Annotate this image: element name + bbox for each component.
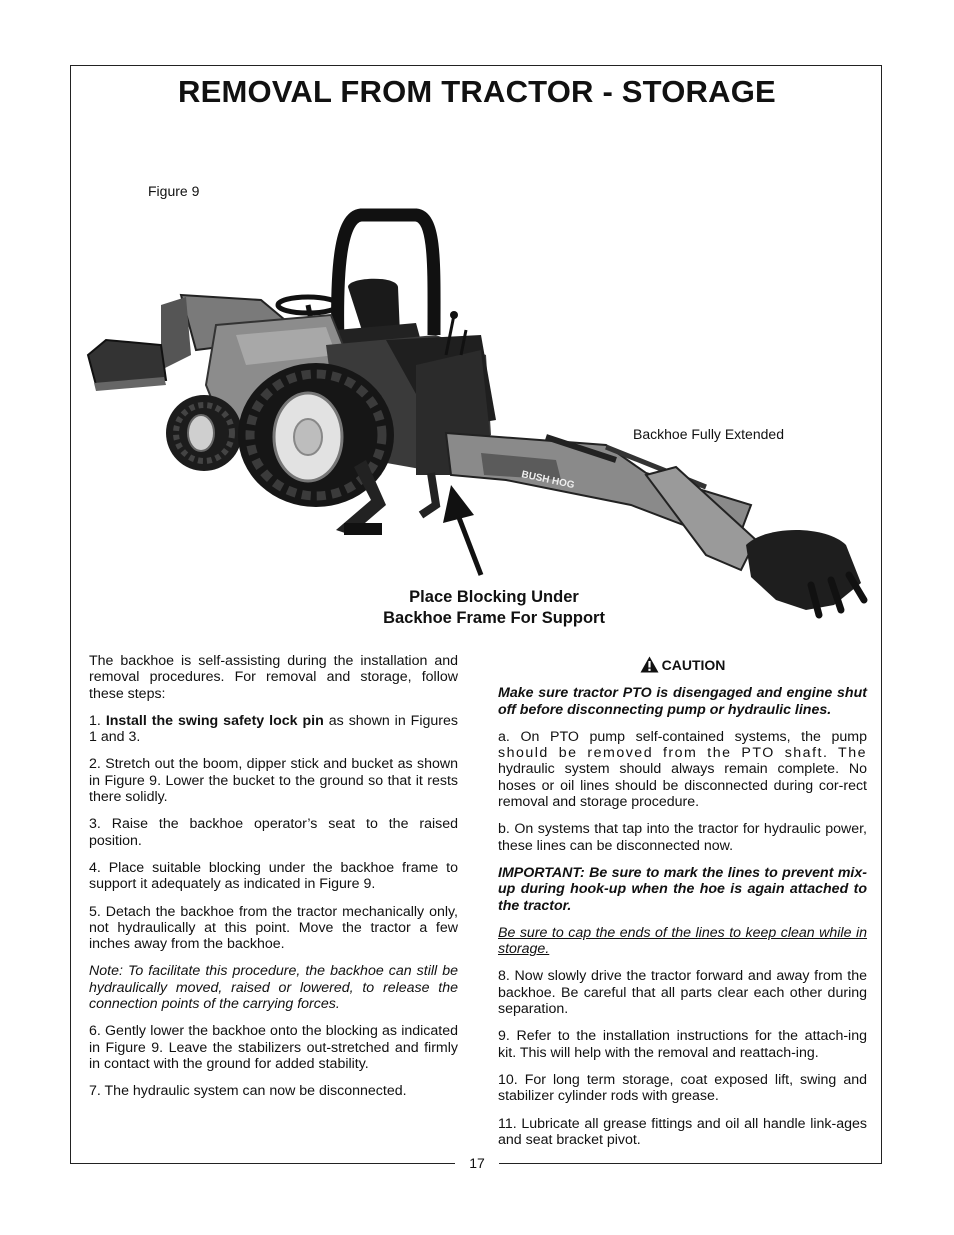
step-4: 4. Place suitable blocking under the backhoe frame to support it adequately as indicated in Figure 9.	[89, 859, 458, 893]
step-6: 6. Gently lower the backhoe onto the blocking as indicated in Figure 9. Leave the stabilizers out-stretched and firmly in contact with the ground for added stability.	[89, 1023, 458, 1072]
callout-backhoe-extended: Backhoe Fully Extended	[633, 426, 784, 442]
step-7: 7. The hydraulic system can now be disconnected.	[89, 1083, 407, 1100]
bush-hog-decal: BUSH HOG	[520, 469, 576, 492]
step-11: 11. Lubricate all grease fittings and oil all handle link-ages and seat bracket pivot.	[498, 1115, 867, 1148]
step-1-rest: as shown in Figures 1 and 3.	[89, 712, 458, 746]
callout-place-blocking	[356, 587, 632, 629]
caution-label: CAUTION	[661, 657, 726, 673]
figure-label: Figure 9	[148, 183, 200, 199]
step-5: 5. Detach the backhoe from the tractor mechanically only, not hydraulically at this point. Move the tractor a few inches away from the backhoe.	[89, 903, 458, 953]
step-1	[89, 713, 458, 746]
step-b: b. On systems that tap into the tractor for hydraulic power, these lines can be disconnected now.	[498, 821, 867, 854]
intro-paragraph: The backhoe is self-assisting during the installation and removal procedures. For removal and storage, follow these steps:	[89, 653, 458, 702]
step-a	[498, 729, 867, 810]
step-10: 10. For long term storage, coat exposed lift, swing and stabilizer cylinder rods with grease.	[498, 1071, 867, 1105]
step-1-number: 1.	[89, 712, 101, 729]
cap-lines-note: Be sure to cap the ends of the lines to keep clean while in storage.	[498, 924, 867, 958]
step-a-line-1: a. On PTO pump self-contained systems, the pump	[498, 728, 867, 745]
step-2: 2. Stretch out the boom, dipper stick and bucket as shown in Figure 9. Lower the bucket to the ground so that it rests there solidly.	[89, 756, 458, 806]
caution-text: Make sure tractor PTO is disengaged and engine shut off before disconnecting pump or hydraulic lines.	[498, 685, 867, 718]
step-a-rest: hydraulic system should always remain complete. No hoses or oil lines should be disconnected during cor-rect removal and storage procedure.	[498, 761, 867, 811]
page-title: REMOVAL FROM TRACTOR - STORAGE	[178, 74, 776, 109]
step-8: 8. Now slowly drive the tractor forward and away from the backhoe. Be careful that all parts clear each other during separation.	[498, 968, 867, 1018]
callout-line-1: Place Blocking Under	[409, 588, 579, 606]
page-number: 17	[455, 1155, 499, 1171]
important-note: IMPORTANT: Be sure to mark the lines to prevent mix-up during hook-up when the hoe is again attached to the tractor.	[498, 864, 867, 914]
step-a-line-2: should be removed from the PTO shaft. The	[498, 745, 867, 762]
right-column	[498, 656, 867, 1159]
step-3: 3. Raise the backhoe operator’s seat to the raised position.	[89, 816, 458, 849]
note-paragraph: Note: To facilitate this procedure, the backhoe can still be hydraulically moved, raised or lowered, to release the connection points of the carrying forces.	[89, 963, 458, 1013]
caution-header	[498, 656, 867, 673]
warning-icon	[640, 656, 659, 673]
step-9: 9. Refer to the installation instructions for the attach-ing kit. This will help with the removal and reattach-ing.	[498, 1028, 867, 1061]
left-column	[89, 653, 458, 1111]
tractor-backhoe-photo	[86, 205, 876, 635]
callout-line-2: Backhoe Frame For Support	[383, 609, 605, 627]
step-1-bold: Install the swing safety lock pin	[105, 712, 324, 729]
